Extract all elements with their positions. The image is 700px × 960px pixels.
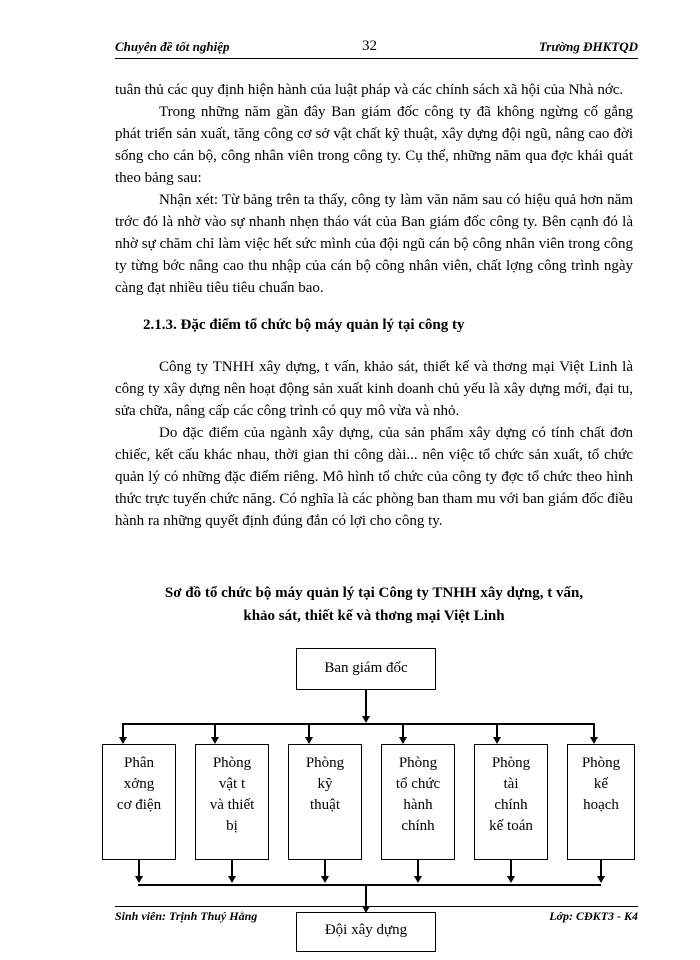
arrow-dept-1 xyxy=(119,737,127,744)
header-school: Trường ĐHKTQD xyxy=(538,39,638,54)
org-box-bottom-label: Đội xây dựng xyxy=(324,922,408,938)
section-title: 2.1.3. Đặc điểm tổ chức bộ máy quản lý tại công ty xyxy=(143,317,465,333)
org-box-top-label: Ban giám đốc xyxy=(324,660,408,676)
dept-box-tai-chinh: Phòng tài chính kế toán xyxy=(474,744,548,860)
dept-box-ky-thuat: Phòng kỹ thuật xyxy=(288,744,362,860)
arrow-dept-4 xyxy=(399,737,407,744)
arrow-dept-2 xyxy=(211,737,219,744)
paragraph-1: tuân thủ các quy định hiện hành của luật pháp và các chính sách xã hội của Nhà nớc. xyxy=(115,82,624,98)
chart-title-line-2: khảo sát, thiết kế và thơng mại Việt Linh xyxy=(243,608,505,624)
page-footer xyxy=(115,906,638,921)
org-box-top xyxy=(296,648,436,690)
connector-top-horizontal xyxy=(122,723,594,725)
arrow-dept-5 xyxy=(493,737,501,744)
dept-box-ke-hoach: Phòng kế hoạch xyxy=(567,744,635,860)
arrow-lower-4 xyxy=(414,876,422,883)
dept-box-phan-xuong: Phân xởng cơ điện xyxy=(102,744,176,860)
paragraph-2: Trong những năm gần đây Ban giám đốc công ty đã không ngừng cố gắng phát triển sản xuất, tăng công cơ sở vật chất kỹ thuật, xây dựng đội ngũ, nâng cao đời sống cho cán bộ, công nhân viên trong công ty. Cụ thể, những năm qua đợc khái quát theo bảng sau: xyxy=(115,104,633,186)
connector-top-vertical xyxy=(365,690,367,718)
arrow-lower-2 xyxy=(228,876,236,883)
connector-bottom-horizontal xyxy=(138,884,601,886)
arrow-lower-6 xyxy=(597,876,605,883)
page-number: 32 xyxy=(362,38,377,54)
header-title: Chuyên đề tốt nghiệp xyxy=(115,39,230,54)
dept-box-to-chuc: Phòng tổ chức hành chính xyxy=(381,744,455,860)
paragraph-3: Nhận xét: Từ bảng trên ta thấy, công ty làm văn năm sau có hiệu quả hơn năm trớc đó là nhờ vào sự nhanh nhẹn tháo vát của Ban giám đốc công ty. Bên cạnh đó là nhờ sự chăm chỉ làm việc hết sức mình của đội ngũ cán bộ công nhân viên trong công ty từng bớc nâng cao thu nhập của cán bộ công nhân viên, chất lợng công trình ngày càng đạt nhiều tiêu tiêu chuẩn bao. xyxy=(115,192,633,296)
footer-class: Lớp: CĐKT3 - K4 xyxy=(549,909,638,923)
arrow-lower-5 xyxy=(507,876,515,883)
dept-box-vat-tu: Phòng vật t và thiết bị xyxy=(195,744,269,860)
arrow-dept-6 xyxy=(590,737,598,744)
chart-title-line-1: Sơ đồ tổ chức bộ máy quản lý tại Công ty TNHH xây dựng, t vấn, xyxy=(164,585,584,601)
arrow-lower-1 xyxy=(135,876,143,883)
arrow-dept-3 xyxy=(305,737,313,744)
paragraph-5: Do đặc điểm của ngành xây dựng, của sản phẩm xây dựng có tính chất đơn chiếc, kết cấu khác nhau, thời gian thi công dài... nên việc tổ chức sản xuất, tổ chức quản lý có những đặc điểm riêng. Mô hình tổ chức của công ty đợc tổ chức theo hình thức trực tuyến chức năng. Có nghĩa là các phòng ban tham mu với ban giám đốc điều hành ra những quyết định đúng đắn có lợi cho công ty. xyxy=(115,425,634,529)
arrow-top xyxy=(362,716,370,723)
connector-bottom-vertical xyxy=(365,884,367,908)
paragraph-4: Công ty TNHH xây dựng, t vấn, khảo sát, thiết kế và thơng mại Việt Linh là công ty xây dựng nên hoạt động sản xuất kinh doanh chủ yếu là xây dựng mới, đại tu, sửa chữa, nâng cấp các công trình có quy mô vừa và nhỏ. xyxy=(115,359,633,419)
arrow-lower-3 xyxy=(321,876,329,883)
footer-student: Sinh viên: Trịnh Thuý Hằng xyxy=(115,909,258,923)
